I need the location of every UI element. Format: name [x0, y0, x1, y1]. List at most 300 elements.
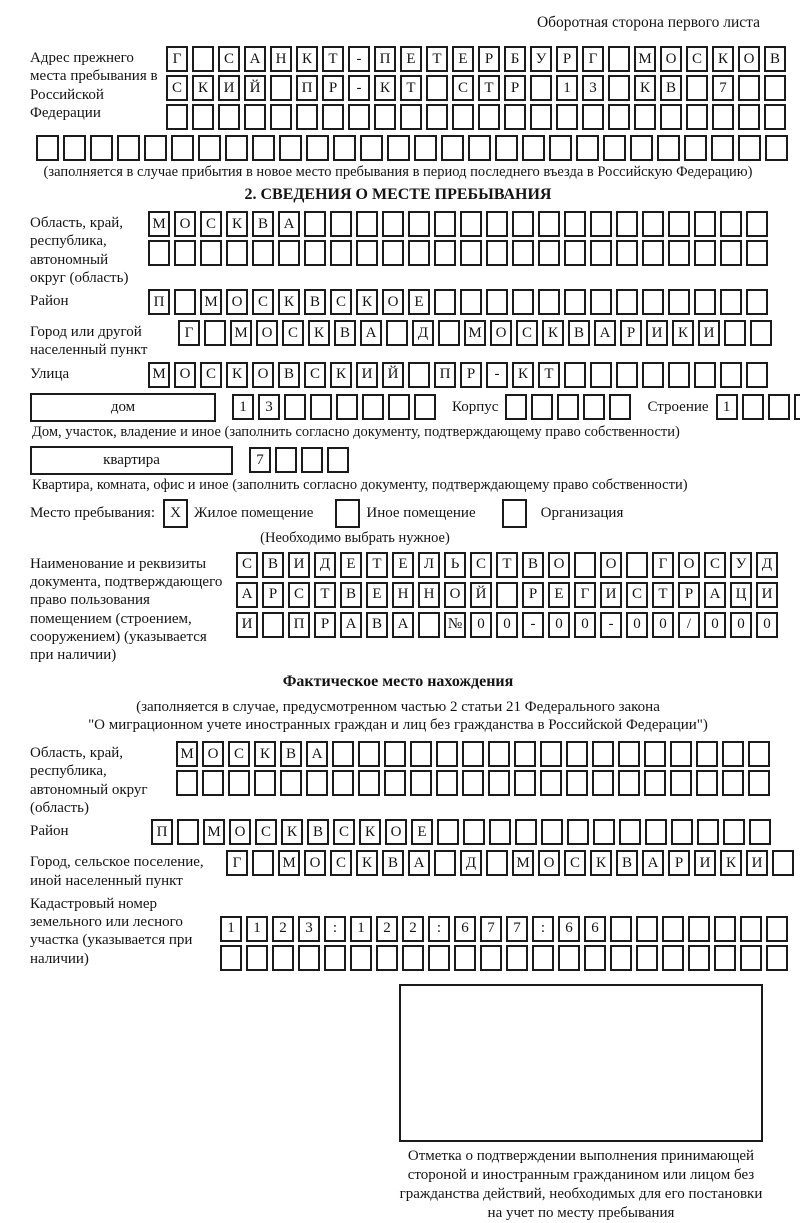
- char-cell: [117, 135, 140, 161]
- region-rows: [148, 211, 772, 269]
- char-cell: [583, 394, 605, 420]
- char-cell: [740, 916, 762, 942]
- stamp-caption-line-1: Отметка о подтверждении выполнения принимающей: [407, 1147, 755, 1164]
- house-number-cells: [232, 394, 440, 420]
- char-cell: [746, 362, 768, 388]
- document-rows: [236, 552, 782, 641]
- char-cell: [593, 819, 615, 845]
- char-cell: О: [444, 582, 466, 608]
- char-cell: [740, 945, 762, 971]
- char-cell: П: [151, 819, 173, 845]
- char-cell: И: [694, 850, 716, 876]
- char-cell: [662, 916, 684, 942]
- char-cell: [426, 75, 448, 101]
- char-cell: [408, 240, 430, 266]
- char-cell: [697, 819, 719, 845]
- char-cell: [619, 819, 641, 845]
- char-cell: [204, 320, 226, 346]
- char-cell: К: [192, 75, 214, 101]
- char-cell: Т: [366, 552, 388, 578]
- char-cell: К: [226, 362, 248, 388]
- region-row-1: [148, 211, 772, 237]
- apartment-row: [30, 446, 766, 475]
- char-cell: [512, 240, 534, 266]
- page-side-note: Оборотная сторона первого листа: [536, 14, 760, 31]
- char-cell: [332, 741, 354, 767]
- char-cell: [304, 240, 326, 266]
- char-cell: [148, 240, 170, 266]
- char-cell: С: [304, 362, 326, 388]
- char-cell: К: [356, 289, 378, 315]
- char-cell: -: [486, 362, 508, 388]
- char-cell: В: [660, 75, 682, 101]
- char-cell: [144, 135, 167, 161]
- char-cell: П: [374, 46, 396, 72]
- char-cell: [441, 135, 464, 161]
- char-cell: В: [764, 46, 786, 72]
- char-cell: :: [532, 916, 554, 942]
- fact-location-caption: [30, 698, 766, 736]
- fact-caption-line-2: "О миграционном учете иностранных граждан и лиц без гражданства в Российской Федерации"): [88, 717, 708, 734]
- char-cell: [270, 75, 292, 101]
- stamp-caption-line-3: гражданства действий, необходимых для его постановки: [399, 1185, 763, 1202]
- char-cell: [686, 75, 708, 101]
- char-cell: [387, 135, 410, 161]
- char-cell: [748, 770, 770, 796]
- char-cell: [489, 819, 511, 845]
- char-cell: [564, 211, 586, 237]
- street-field: [30, 362, 766, 391]
- char-cell: [723, 819, 745, 845]
- char-cell: [322, 104, 344, 130]
- char-cell: О: [660, 46, 682, 72]
- char-cell: Т: [538, 362, 560, 388]
- char-cell: :: [324, 916, 346, 942]
- char-cell: Е: [548, 582, 570, 608]
- char-cell: [358, 741, 380, 767]
- prev-address-field: [30, 46, 780, 133]
- char-cell: [279, 135, 302, 161]
- char-cell: [608, 46, 630, 72]
- char-cell: И: [646, 320, 668, 346]
- char-cell: [166, 104, 188, 130]
- char-cell: [176, 770, 198, 796]
- char-cell: Ц: [730, 582, 752, 608]
- char-cell: [244, 104, 266, 130]
- char-cell: Д: [460, 850, 482, 876]
- char-cell: 0: [574, 612, 596, 638]
- char-cell: [410, 770, 432, 796]
- char-cell: И: [218, 75, 240, 101]
- char-cell: А: [704, 582, 726, 608]
- char-cell: И: [356, 362, 378, 388]
- char-cell: [746, 240, 768, 266]
- document-field: [30, 552, 773, 665]
- char-cell: С: [564, 850, 586, 876]
- char-cell: О: [202, 741, 224, 767]
- char-cell: [408, 362, 430, 388]
- char-cell: 1: [556, 75, 578, 101]
- char-cell: [540, 770, 562, 796]
- char-cell: В: [307, 819, 329, 845]
- char-cell: М: [200, 289, 222, 315]
- char-cell: М: [634, 46, 656, 72]
- char-cell: А: [278, 211, 300, 237]
- option-residential-label: Жилое помещение: [194, 504, 314, 521]
- char-cell: [592, 741, 614, 767]
- char-cell: [454, 945, 476, 971]
- char-cell: А: [392, 612, 414, 638]
- char-cell: [694, 211, 716, 237]
- char-cell: Р: [522, 582, 544, 608]
- char-cell: [386, 320, 408, 346]
- char-cell: [252, 850, 274, 876]
- char-cell: [662, 945, 684, 971]
- char-cell: К: [720, 850, 742, 876]
- char-cell: О: [174, 362, 196, 388]
- char-cell: [358, 770, 380, 796]
- char-cell: [772, 850, 794, 876]
- char-cell: С: [516, 320, 538, 346]
- char-cell: [376, 945, 398, 971]
- char-cell: И: [288, 552, 310, 578]
- char-cell: [696, 741, 718, 767]
- stamp-caption-line-2: стороной и иностранным гражданином или лицом без: [407, 1166, 755, 1183]
- char-cell: А: [594, 320, 616, 346]
- char-cell: П: [288, 612, 310, 638]
- char-cell: 6: [454, 916, 476, 942]
- char-cell: [496, 582, 518, 608]
- char-cell: У: [730, 552, 752, 578]
- char-cell: [738, 135, 761, 161]
- char-cell: [671, 819, 693, 845]
- char-cell: 6: [584, 916, 606, 942]
- char-cell: [506, 945, 528, 971]
- char-cell: [434, 850, 456, 876]
- char-cell: [711, 135, 734, 161]
- char-cell: В: [304, 289, 326, 315]
- char-cell: В: [568, 320, 590, 346]
- char-cell: [668, 289, 690, 315]
- char-cell: 1: [220, 916, 242, 942]
- char-cell: [557, 394, 579, 420]
- char-cell: Р: [460, 362, 482, 388]
- fact-city-label: Город, сельское поселение, иной населенный пункт: [30, 854, 204, 889]
- char-cell: О: [538, 850, 560, 876]
- apartment-type-box: квартира: [30, 446, 233, 475]
- char-cell: Й: [244, 75, 266, 101]
- char-cell: [225, 135, 248, 161]
- char-cell: М: [148, 211, 170, 237]
- char-cell: [764, 75, 786, 101]
- char-cell: [480, 945, 502, 971]
- char-cell: К: [278, 289, 300, 315]
- char-cell: Г: [226, 850, 248, 876]
- district-row: [148, 289, 772, 315]
- char-cell: К: [374, 75, 396, 101]
- char-cell: В: [278, 362, 300, 388]
- region-row-2: [148, 240, 772, 266]
- char-cell: 0: [548, 612, 570, 638]
- char-cell: 6: [558, 916, 580, 942]
- char-cell: [722, 741, 744, 767]
- char-cell: [630, 135, 653, 161]
- char-cell: [592, 770, 614, 796]
- char-cell: Г: [166, 46, 188, 72]
- char-cell: [540, 741, 562, 767]
- char-cell: Ь: [444, 552, 466, 578]
- house-type-box: дом: [30, 393, 216, 422]
- char-cell: Т: [400, 75, 422, 101]
- char-cell: [414, 135, 437, 161]
- char-cell: Е: [400, 46, 422, 72]
- street-row: [148, 362, 772, 388]
- char-cell: О: [256, 320, 278, 346]
- char-cell: [688, 916, 710, 942]
- char-cell: -: [522, 612, 544, 638]
- char-cell: [530, 75, 552, 101]
- char-cell: [749, 819, 771, 845]
- char-cell: [766, 916, 788, 942]
- char-cell: К: [281, 819, 303, 845]
- char-cell: [538, 211, 560, 237]
- char-cell: [712, 104, 734, 130]
- char-cell: М: [464, 320, 486, 346]
- char-cell: [400, 104, 422, 130]
- char-cell: [642, 362, 664, 388]
- char-cell: 1: [232, 394, 254, 420]
- char-cell: [512, 211, 534, 237]
- char-cell: [590, 240, 612, 266]
- char-cell: Р: [668, 850, 690, 876]
- char-cell: [531, 394, 553, 420]
- char-cell: М: [512, 850, 534, 876]
- char-cell: [696, 770, 718, 796]
- char-cell: [538, 240, 560, 266]
- char-cell: [642, 289, 664, 315]
- char-cell: Р: [504, 75, 526, 101]
- char-cell: Т: [496, 552, 518, 578]
- char-cell: [495, 135, 518, 161]
- char-cell: [478, 104, 500, 130]
- char-cell: К: [634, 75, 656, 101]
- char-cell: [438, 320, 460, 346]
- char-cell: Й: [470, 582, 492, 608]
- char-cell: [462, 770, 484, 796]
- char-cell: [280, 770, 302, 796]
- char-cell: [558, 945, 580, 971]
- char-cell: [522, 135, 545, 161]
- char-cell: П: [296, 75, 318, 101]
- char-cell: Т: [652, 582, 674, 608]
- stay-type-note: (Необходимо выбрать нужное): [260, 529, 450, 546]
- char-cell: [564, 289, 586, 315]
- street-label: Улица: [30, 365, 70, 382]
- char-cell: [574, 552, 596, 578]
- char-cell: [298, 945, 320, 971]
- section2-title: 2. СВЕДЕНИЯ О МЕСТЕ ПРЕБЫВАНИЯ: [244, 186, 552, 203]
- char-cell: [530, 104, 552, 130]
- char-cell: [584, 945, 606, 971]
- char-cell: [486, 240, 508, 266]
- char-cell: С: [288, 582, 310, 608]
- char-cell: С: [626, 582, 648, 608]
- prev-address-row-3: [166, 104, 790, 130]
- char-cell: [668, 211, 690, 237]
- char-cell: А: [360, 320, 382, 346]
- char-cell: О: [382, 289, 404, 315]
- checkbox-residential: X: [163, 499, 188, 528]
- char-cell: [434, 211, 456, 237]
- char-cell: К: [359, 819, 381, 845]
- stamp-caption: [366, 1147, 796, 1223]
- char-cell: [660, 104, 682, 130]
- char-cell: [426, 104, 448, 130]
- city-field: [30, 320, 766, 360]
- char-cell: О: [678, 552, 700, 578]
- char-cell: О: [490, 320, 512, 346]
- char-cell: 0: [496, 612, 518, 638]
- stay-type-row: [30, 499, 766, 528]
- char-cell: [610, 916, 632, 942]
- char-cell: Д: [412, 320, 434, 346]
- char-cell: В: [340, 582, 362, 608]
- char-cell: Р: [322, 75, 344, 101]
- char-cell: И: [600, 582, 622, 608]
- char-cell: [645, 819, 667, 845]
- char-cell: [644, 770, 666, 796]
- char-cell: [564, 362, 586, 388]
- char-cell: [174, 240, 196, 266]
- char-cell: [566, 770, 588, 796]
- char-cell: Е: [392, 552, 414, 578]
- cadastral-field: [30, 892, 766, 974]
- char-cell: [720, 362, 742, 388]
- char-cell: [198, 135, 221, 161]
- char-cell: О: [226, 289, 248, 315]
- char-cell: [538, 289, 560, 315]
- document-row-1: [236, 552, 782, 578]
- char-cell: [686, 104, 708, 130]
- char-cell: [408, 211, 430, 237]
- char-cell: С: [200, 362, 222, 388]
- char-cell: [436, 770, 458, 796]
- char-cell: К: [296, 46, 318, 72]
- stamp-box: [399, 984, 763, 1142]
- char-cell: [414, 394, 436, 420]
- char-cell: А: [642, 850, 664, 876]
- char-cell: [590, 289, 612, 315]
- char-cell: [765, 135, 788, 161]
- char-cell: Н: [392, 582, 414, 608]
- char-cell: [486, 211, 508, 237]
- char-cell: К: [512, 362, 534, 388]
- char-cell: [616, 240, 638, 266]
- district-label: Район: [30, 293, 69, 310]
- char-cell: 1: [246, 916, 268, 942]
- char-cell: С: [333, 819, 355, 845]
- char-cell: [541, 819, 563, 845]
- char-cell: 0: [730, 612, 752, 638]
- char-cell: [306, 770, 328, 796]
- char-cell: А: [340, 612, 362, 638]
- char-cell: [436, 741, 458, 767]
- char-cell: [202, 770, 224, 796]
- char-cell: [644, 741, 666, 767]
- char-cell: К: [542, 320, 564, 346]
- apartment-number-cells: [249, 447, 353, 473]
- char-cell: [618, 741, 640, 767]
- char-cell: [720, 289, 742, 315]
- char-cell: А: [306, 741, 328, 767]
- char-cell: [301, 447, 323, 473]
- region-label: Область, край, республика, автономный округ (область): [30, 215, 129, 286]
- char-cell: [200, 240, 222, 266]
- char-cell: [90, 135, 113, 161]
- char-cell: 0: [704, 612, 726, 638]
- char-cell: [218, 104, 240, 130]
- char-cell: [468, 135, 491, 161]
- char-cell: 3: [298, 916, 320, 942]
- char-cell: [670, 770, 692, 796]
- char-cell: 7: [480, 916, 502, 942]
- house-caption: Дом, участок, владение и иное (заполнить согласно документу, подтверждающему право собственности): [32, 423, 680, 440]
- char-cell: [306, 135, 329, 161]
- char-cell: [428, 945, 450, 971]
- document-row-2: [236, 582, 782, 608]
- char-cell: А: [244, 46, 266, 72]
- char-cell: [252, 135, 275, 161]
- char-cell: Р: [478, 46, 500, 72]
- char-cell: [284, 394, 306, 420]
- option-other-premises-label: Иное помещение: [366, 504, 476, 521]
- cadastral-row-2: [220, 945, 792, 971]
- char-cell: [434, 240, 456, 266]
- char-cell: [384, 770, 406, 796]
- fact-city-row: [226, 850, 798, 876]
- char-cell: С: [330, 289, 352, 315]
- char-cell: В: [334, 320, 356, 346]
- char-cell: Р: [262, 582, 284, 608]
- char-cell: [384, 741, 406, 767]
- fact-caption-line-1: (заполняется в случае, предусмотренном частью 2 статьи 21 Федерального закона: [136, 698, 660, 715]
- char-cell: [402, 945, 424, 971]
- char-cell: [272, 945, 294, 971]
- char-cell: [324, 945, 346, 971]
- char-cell: К: [308, 320, 330, 346]
- char-cell: [616, 362, 638, 388]
- char-cell: [634, 104, 656, 130]
- char-cell: [488, 770, 510, 796]
- char-cell: [549, 135, 572, 161]
- char-cell: [228, 770, 250, 796]
- char-cell: Р: [678, 582, 700, 608]
- char-cell: Г: [574, 582, 596, 608]
- char-cell: [609, 394, 631, 420]
- char-cell: [382, 240, 404, 266]
- char-cell: С: [200, 211, 222, 237]
- char-cell: И: [756, 582, 778, 608]
- char-cell: 3: [258, 394, 280, 420]
- char-cell: [532, 945, 554, 971]
- char-cell: [310, 394, 332, 420]
- char-cell: [657, 135, 680, 161]
- char-cell: [616, 289, 638, 315]
- char-cell: С: [252, 289, 274, 315]
- char-cell: [610, 945, 632, 971]
- char-cell: В: [252, 211, 274, 237]
- char-cell: [177, 819, 199, 845]
